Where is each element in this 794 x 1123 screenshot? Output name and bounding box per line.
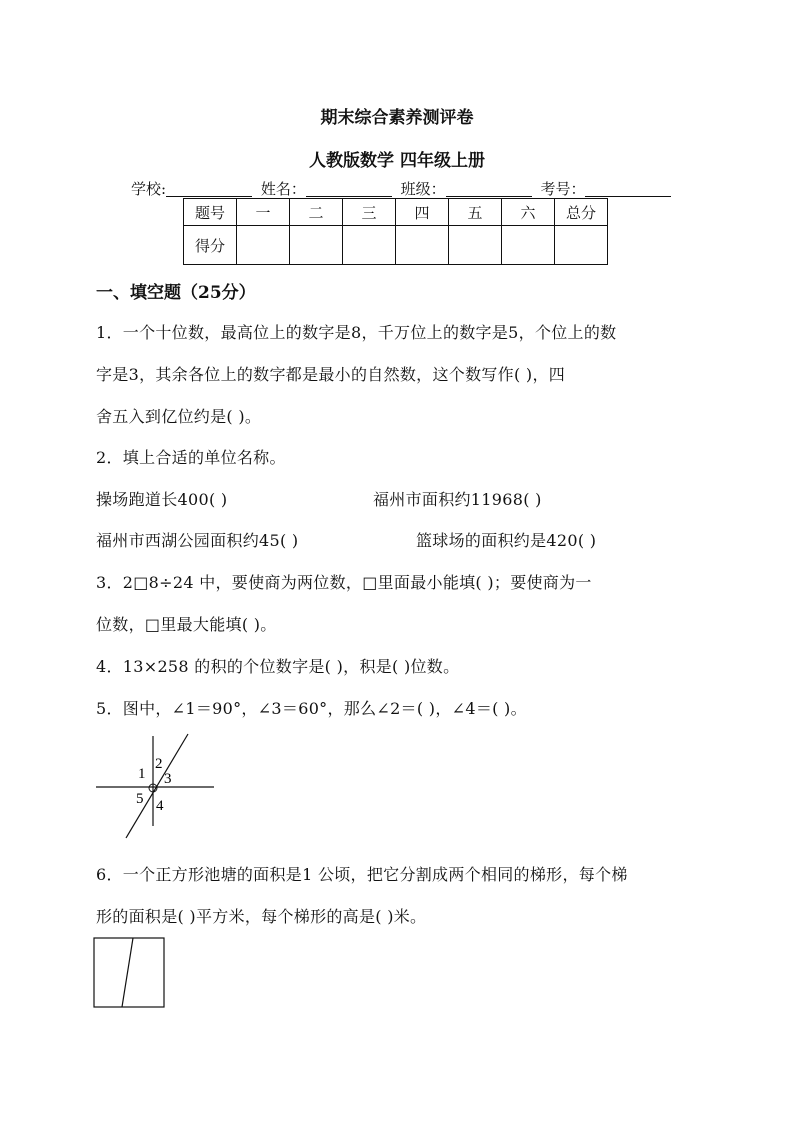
score-cell[interactable] bbox=[502, 226, 555, 265]
question-4-line-1: 4．13×258 的积的个位数字是( )，积是( )位数。 bbox=[96, 657, 460, 676]
student-info-row bbox=[131, 178, 675, 199]
school-field[interactable] bbox=[166, 182, 252, 197]
angle-label-2: 2 bbox=[155, 756, 163, 772]
question-1-line-2: 字是3，其余各位上的数字都是最小的自然数，这个数写作( )，四 bbox=[96, 365, 566, 384]
table-cell: 五 bbox=[449, 199, 502, 226]
question-6-line-1: 6．一个正方形池塘的面积是1 公顷，把它分割成两个相同的梯形，每个梯 bbox=[96, 865, 628, 884]
table-cell: 一 bbox=[237, 199, 290, 226]
score-cell[interactable] bbox=[290, 226, 343, 265]
question-3-line-2: 位数，□里最大能填( )。 bbox=[96, 615, 277, 634]
class-field[interactable] bbox=[446, 182, 532, 197]
question-6-line-2: 形的面积是( )平方米，每个梯形的高是( )米。 bbox=[96, 907, 427, 926]
dividing-line bbox=[122, 938, 133, 1007]
question-1-line-3: 舍五入到亿位约是( )。 bbox=[96, 407, 262, 426]
table-cell: 六 bbox=[502, 199, 555, 226]
name-field[interactable] bbox=[306, 182, 392, 197]
table-cell: 二 bbox=[290, 199, 343, 226]
question-2-item-a: 操场跑道长400( ) bbox=[96, 490, 228, 509]
question-2-item-b: 福州市面积约11968( ) bbox=[373, 490, 542, 509]
question-3-line-1: 3．2□8÷24 中，要使商为两位数，□里面最小能填( )；要使商为一 bbox=[96, 573, 592, 592]
score-cell[interactable] bbox=[396, 226, 449, 265]
school-label: 学校: bbox=[131, 180, 167, 198]
table-cell: 总分 bbox=[555, 199, 608, 226]
score-cell[interactable] bbox=[237, 226, 290, 265]
angle-label-4: 4 bbox=[156, 798, 164, 814]
table-cell: 三 bbox=[343, 199, 396, 226]
question-1-line-1: 1．一个十位数，最高位上的数字是8，千万位上的数字是5，个位上的数 bbox=[96, 323, 617, 342]
score-cell[interactable] bbox=[555, 226, 608, 265]
section-heading: 一、填空题（25分） bbox=[96, 283, 256, 303]
score-table-score-row bbox=[184, 226, 608, 265]
angle-label-1: 1 bbox=[138, 766, 146, 782]
question-5-line-1: 5．图中，∠1＝90°，∠3＝60°，那么∠2＝( )，∠4＝( )。 bbox=[96, 699, 527, 718]
score-cell[interactable] bbox=[343, 226, 396, 265]
score-table-header-row bbox=[184, 199, 608, 226]
question-2-item-c: 福州市西湖公园面积约45( ) bbox=[96, 531, 299, 550]
angle-label-5: 5 bbox=[136, 791, 144, 807]
square-outline bbox=[94, 938, 164, 1007]
exam-no-label: 考号： bbox=[540, 180, 586, 198]
table-cell: 四 bbox=[396, 199, 449, 226]
name-label: 姓名： bbox=[260, 180, 306, 198]
exam-no-field[interactable] bbox=[585, 182, 671, 197]
question-2-line-1: 2．填上合适的单位名称。 bbox=[96, 448, 286, 467]
square-pond-figure bbox=[92, 936, 168, 1010]
page-subtitle: 人教版数学 四年级上册 bbox=[309, 151, 485, 171]
score-cell[interactable] bbox=[449, 226, 502, 265]
question-2-item-d: 篮球场的面积约是420( ) bbox=[416, 531, 597, 550]
class-label: 班级： bbox=[400, 180, 446, 198]
table-cell: 题号 bbox=[184, 199, 237, 226]
table-cell: 得分 bbox=[184, 226, 237, 265]
angle-label-3: 3 bbox=[164, 771, 172, 787]
angle-figure bbox=[92, 730, 222, 842]
score-table bbox=[183, 198, 608, 265]
page-title: 期末综合素养测评卷 bbox=[320, 108, 474, 128]
